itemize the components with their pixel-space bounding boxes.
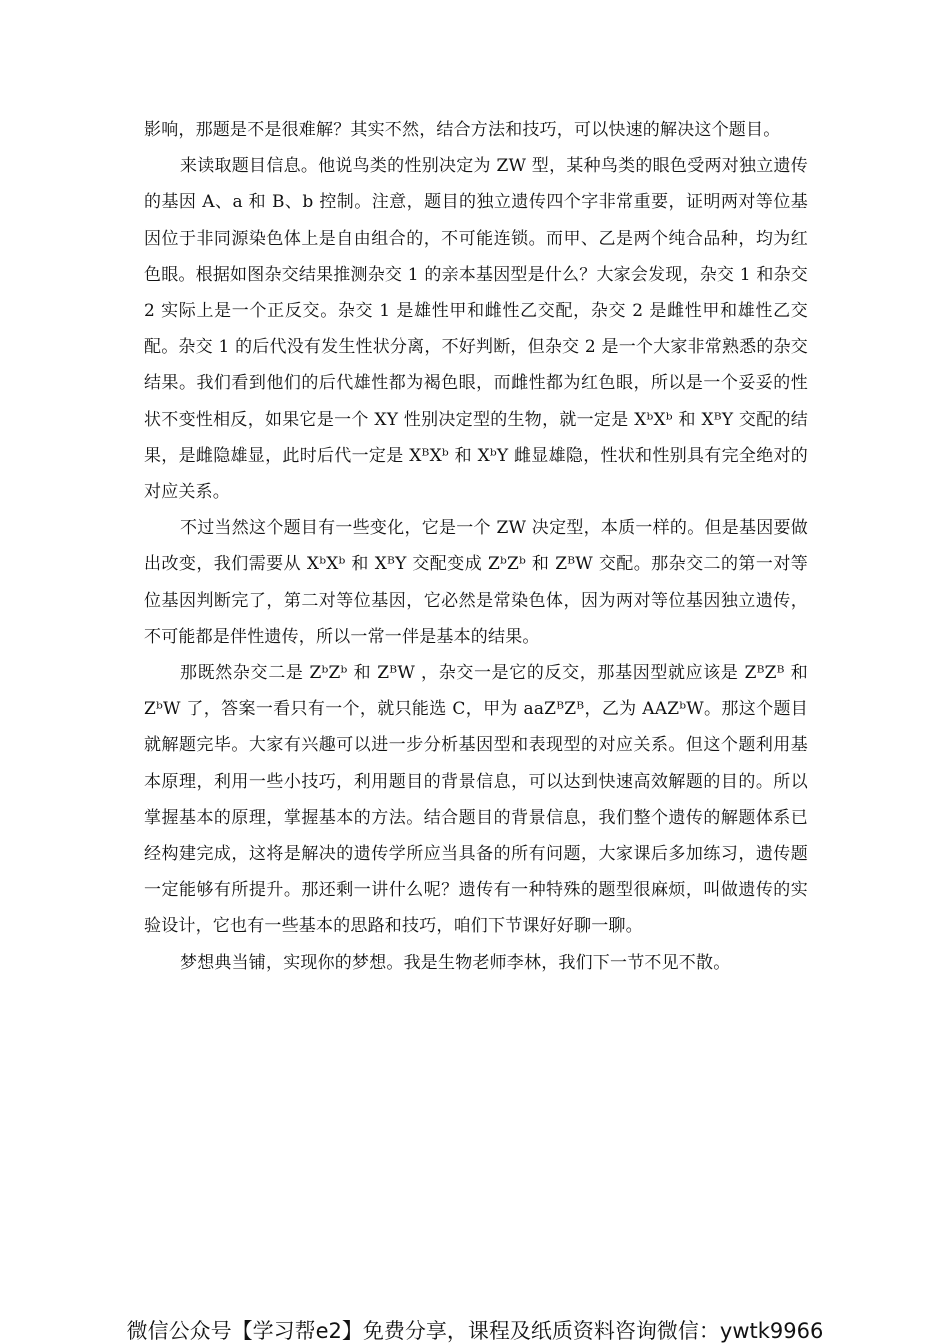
paragraph-5: 梦想典当铺，实现你的梦想。我是生物老师李林，我们下一节不见不散。 bbox=[180, 952, 731, 973]
paragraph-3: 不过当然这个题目有一些变化，它是一个 ZW 决定型，本质一样的。但是基因要做出改变，我们需要从 XᵇXᵇ 和 XᴮY 交配变成 ZᵇZᵇ 和 ZᴮW 交配。那杂交二的第一对等位基因判断完了，第二对等位基因，它必然是常染色体，因为两对等位基因独立遗传，不可能都是伴性遗传，所以一常一伴是基本的结果。 bbox=[144, 518, 808, 647]
paragraph-2: 来读取题目信息。他说鸟类的性别决定为 ZW 型，某种鸟类的眼色受两对独立遗传的基因 A、a 和 B、b 控制。注意，题目的独立遗传四个字非常重要，证明两对等位基因位于非同源染色体上是自由组合的，不可能连锁。而甲、乙是两个纯合品种，均为红色眼。根据如图杂交结果推测杂交 1 的亲本基因型是什么？大家会发现，杂交 1 和杂交 2 实际上是一个正反交。杂交 1 是雄性甲和雌性乙交配，杂交 2 是雌性甲和雄性乙交配。杂交 1 的后代没有发生性状分离，不好判断，但杂交 2 是一个大家非常熟悉的杂交结果。我们看到他们的后代雄性都为褐色眼，而雌性都为红色眼，所以是一个妥妥的性状不变性相反，如果它是一个 XY 性别决定型的生物，就一定是 XᵇXᵇ 和 XᴮY 交配的结果，是雌隐雄显，此时后代一定是 XᴮXᵇ 和 XᵇY 雌显雄隐，性状和性别具有完全绝对的对应关系。 bbox=[144, 156, 808, 503]
paragraph-1: 影响，那题是不是很难解？其实不然，结合方法和技巧，可以快速的解决这个题目。 bbox=[144, 120, 781, 140]
paragraph-4: 那既然杂交二是 ZᵇZᵇ 和 ZᴮW ，杂交一是它的反交，那基因型就应该是 ZᴮZᴮ 和 ZᵇW 了，答案一看只有一个，就只能选 C，甲为 aaZᴮZᴮ，乙为 AAZᵇW。那这个题目就解题完毕。大家有兴趣可以进一步分析基因型和表现型的对应关系。但这个题利用基本原理，利用一些小技巧，利用题目的背景信息，可以达到快速高效解题的目的。所以掌握基本的原理，掌握基本的方法。结合题目的背景信息，我们整个遗传的解题体系已经构建完成，这将是解决的遗传学所应当具备的所有问题，大家课后多加练习，遗传题一定能够有所提升。那还剩一讲什么呢？遗传有一种特殊的题型很麻烦，叫做遗传的实验设计，它也有一些基本的思路和技巧，咱们下节课好好聊一聊。 bbox=[144, 663, 808, 937]
document-body bbox=[144, 112, 808, 981]
footer-watermark-text: 微信公众号【学习帮e2】免费分享，课程及纸质资料咨询微信：ywtk9966 bbox=[126, 1319, 824, 1343]
